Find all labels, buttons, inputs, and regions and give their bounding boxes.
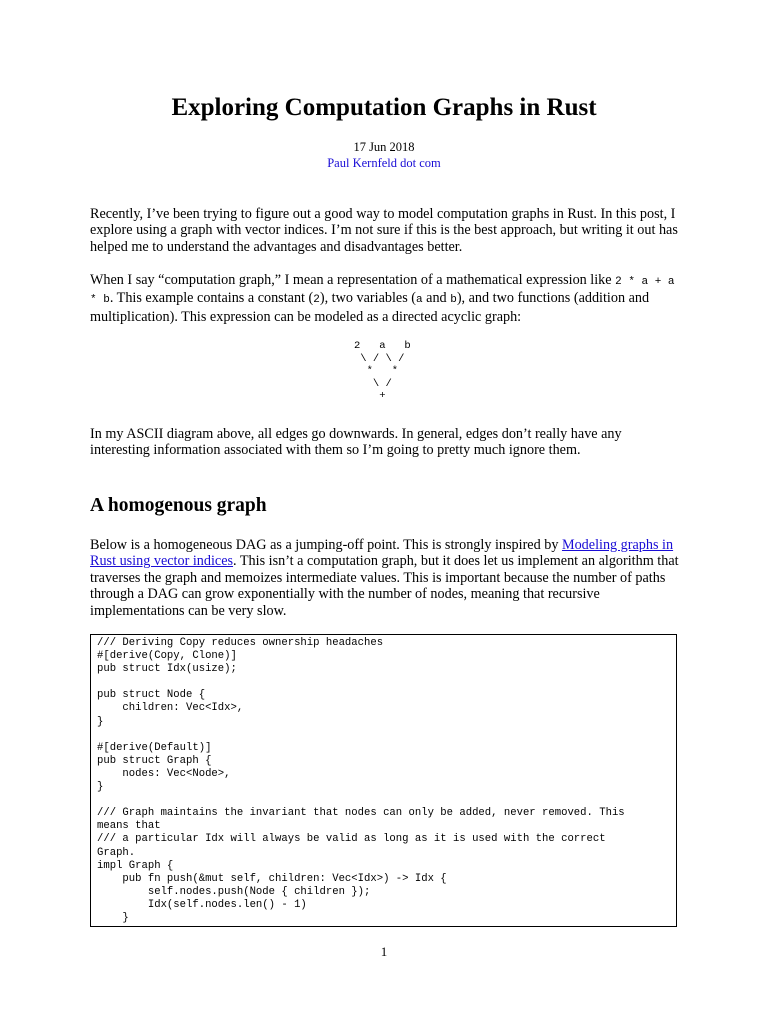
dag-text-2: . This isn’t a computation graph, but it does let us implement an algorithm that traverses the graph and memoizes intermediate values. This is important because the number of paths through a DAG can grow exponentially with the number of nodes, meaning that recursive implementations can be very slow. [90,553,679,619]
definition-text-4: and [422,290,451,307]
author-link[interactable]: Paul Kernfeld dot com [327,156,441,170]
page-number: 1 [380,944,388,959]
edges-paragraph: In my ASCII diagram above, all edges go downwards. In general, edges don’t really have any interesting information associated with them so I’m going to pretty much ignore them. [90,426,622,459]
homogeneous-dag-paragraph [90,537,680,619]
ascii-graph-diagram: 2 a b \ / \ / * * \ / + [354,340,411,402]
intro-paragraph: Recently, I’ve been trying to figure out a good way to model computation graphs in Rust. In this post, I explore using a graph with vector indices. I’m not sure if this is the best approach, but writing it out has helped me to understand the advantages and disadvantages better. [90,206,678,255]
code-block [90,634,677,927]
definition-text-5: ), and two functions (addition and multiplication). This expression can be modeled as a directed acyclic graph: [90,290,650,325]
definition-text-3: ), two variables ( [319,290,416,307]
definition-text-1: When I say “computation graph,” I mean a representation of a mathematical expression like [90,272,616,288]
modeling-graphs-link[interactable]: Modeling graphs in Rust using vector indices [90,537,674,570]
definition-paragraph [90,272,680,325]
code-listing: /// Deriving Copy reduces ownership headaches #[derive(Copy, Clone)] pub struct Idx(usize); pub struct Node { children: Vec<Idx>, } #[derive(Default)] pub struct Graph { nodes: Vec<Node>, } /// Graph maintains the invariant that nodes can only be added, never removed. This means that /// a particular Idx will always be valid as long as it is used with the correct Graph. impl Graph { pub fn push(&mut self, children: Vec<Idx>) -> Idx { self.nodes.push(Node { children }); Idx(self.nodes.len() - 1) } [97,637,625,924]
post-date: 17 Jun 2018 [353,140,415,154]
definition-text-2: . This example contains a constant ( [109,290,314,307]
inline-code-constant: 2 [313,294,320,307]
inline-code-var-a: a [416,294,423,307]
inline-code-var-b: b [450,294,457,307]
dag-text-1: Below is a homogeneous DAG as a jumping-off point. This is strongly inspired by [90,537,562,553]
page-title: Exploring Computation Graphs in Rust [171,94,597,121]
inline-code-expression: 2 * a + a * b [90,276,675,307]
section-heading: A homogenous graph [90,495,267,516]
